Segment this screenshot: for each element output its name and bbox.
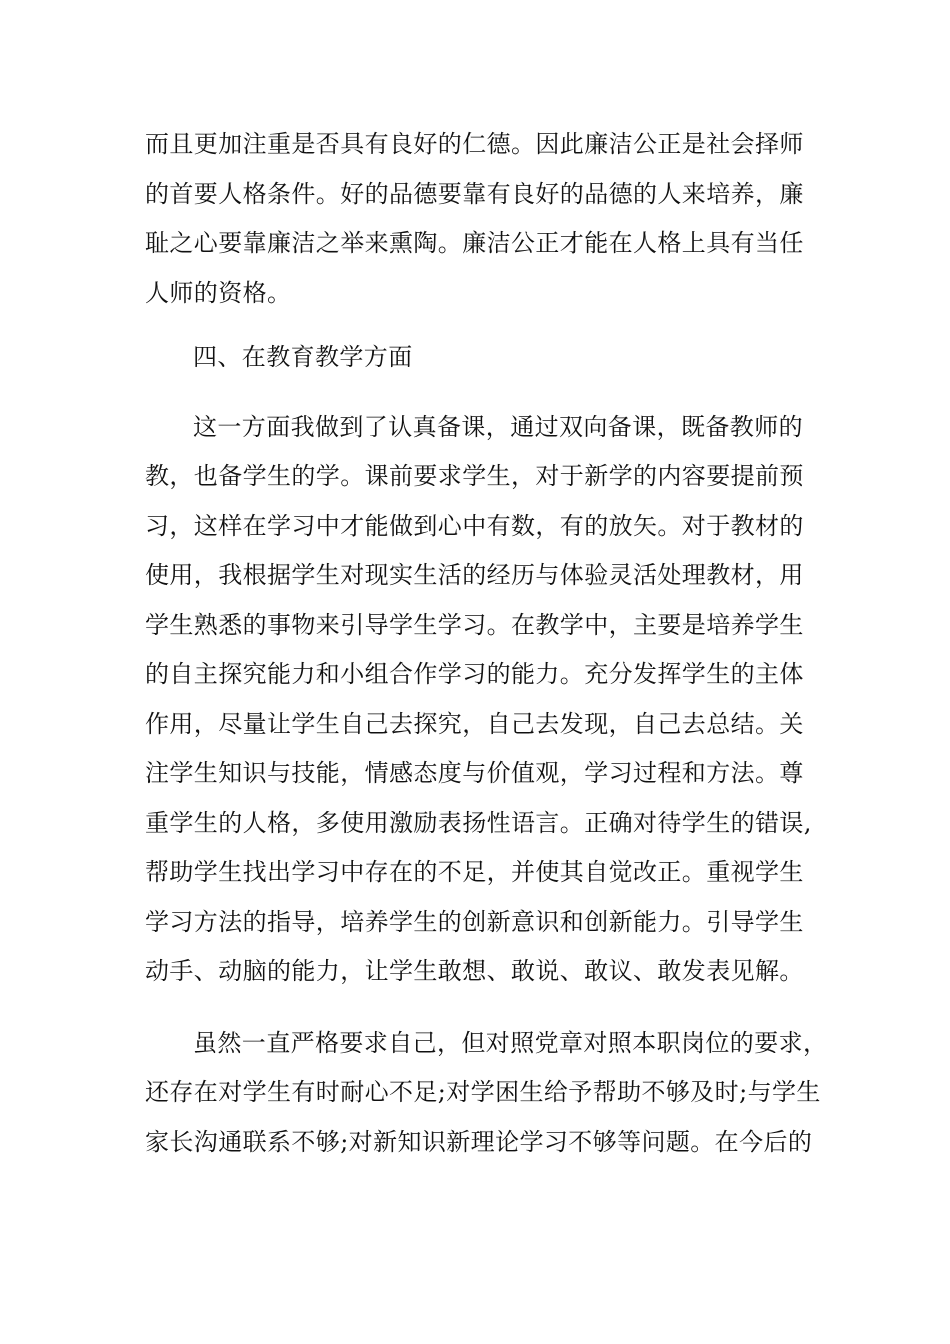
text-line: 重学生的人格，多使用激励表扬性语言。正确对待学生的错误, xyxy=(145,808,812,837)
text-line: 动手、动脑的能力，让学生敢想、敢说、敢议、敢发表见解。 xyxy=(145,957,804,985)
text-line: 还存在对学生有时耐心不足;对学困生给予帮助不够及时;与学生 xyxy=(145,1078,821,1106)
text-line: 使用，我根据学生对现实生活的经历与体验灵活处理教材，用 xyxy=(145,561,804,589)
text-line: 这一方面我做到了认真备课，通过双向备课，既备教师的 xyxy=(193,412,803,441)
paragraph-shortcomings xyxy=(145,1019,828,1168)
text-line: 耻之心要靠廉洁之举来熏陶。廉洁公正才能在人格上具有当任 xyxy=(145,229,804,257)
paragraph-integrity xyxy=(145,120,805,318)
text-line: 虽然一直严格要求自己，但对照党章对照本职岗位的要求， xyxy=(193,1028,828,1057)
text-line: 帮助学生找出学习中存在的不足，并使其自觉改正。重视学生 xyxy=(145,858,804,886)
heading-text: 四、在教育教学方面 xyxy=(193,343,413,371)
text-line: 教，也备学生的学。课前要求学生，对于新学的内容要提前预 xyxy=(145,462,804,490)
text-line: 的自主探究能力和小组合作学习的能力。充分发挥学生的主体 xyxy=(145,660,804,688)
text-line: 学习方法的指导，培养学生的创新意识和创新能力。引导学生 xyxy=(145,907,804,936)
text-line: 而且更加注重是否具有良好的仁德。因此廉洁公正是社会择师 xyxy=(145,130,804,158)
document-body xyxy=(145,120,828,1167)
text-line: 习，这样在学习中才能做到心中有数，有的放矢。对于教材的 xyxy=(145,511,804,540)
text-line: 人师的资格。 xyxy=(145,278,292,307)
text-line: 作用，尽量让学生自己去探究，自己去发现，自己去总结。关 xyxy=(145,709,804,738)
text-line: 家长沟通联系不够;对新知识新理论学习不够等问题。在今后的 xyxy=(145,1127,813,1156)
paragraph-teaching xyxy=(145,403,812,997)
section-heading xyxy=(145,333,805,383)
text-line: 的首要人格条件。好的品德要靠有良好的品德的人来培养，廉 xyxy=(145,179,804,208)
text-line: 学生熟悉的事物来引导学生学习。在教学中，主要是培养学生 xyxy=(145,610,804,639)
text-line: 注学生知识与技能，情感态度与价值观，学习过程和方法。尊 xyxy=(145,759,804,787)
